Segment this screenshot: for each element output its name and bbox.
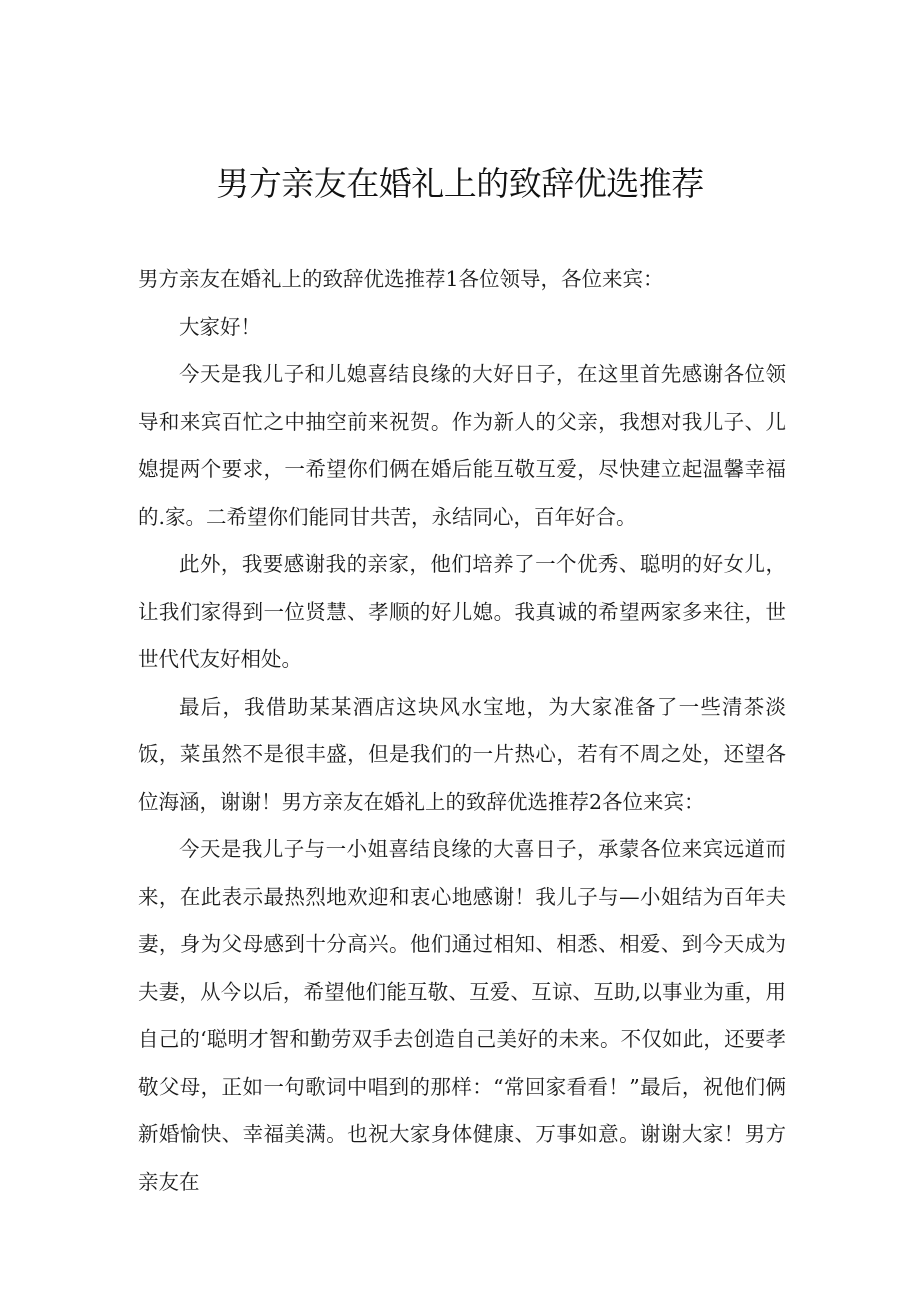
paragraph-speech-two: 今天是我儿子与一小姐喜结良缘的大喜日子，承蒙各位来宾远道而来，在此表示最热烈地欢迎和衷心地感谢！我儿子与—小姐结为百年夫妻，身为父母感到十分高兴。他们通过相知、相悉、相爱、到今天成为夫妻，从今以后，希望他们能互敬、互爱、互谅、互助,以事业为重，用自己的‘聪明才智和勤劳双手去创造自己美好的未来。不仅如此，还要孝敬父母，正如一句歌词中唱到的那样：“常回家看看！”最后，祝他们俩新婚愉快、幸福美满。也祝大家身体健康、万事如意。谢谢大家！男方亲友在: [138, 837, 786, 1194]
document-body: [138, 256, 786, 1206]
paragraph-in-laws: 此外，我要感谢我的亲家，他们培养了一个优秀、聪明的好女儿，让我们家得到一位贤慧、孝顺的好儿媳。我真诚的希望两家多来往，世世代代友好相处。: [138, 552, 786, 671]
paragraph-thanks: 今天是我儿子和儿媳喜结良缘的大好日子，在这里首先感谢各位领导和来宾百忙之中抽空前来祝贺。作为新人的父亲，我想对我儿子、儿媳提两个要求，一希望你们俩在婚后能互敬互爱，尽快建立起温馨幸福的.家。二希望你们能同甘共苦，永结同心，百年好合。: [138, 362, 786, 529]
document-title: 男方亲友在婚礼上的致辞优选推荐: [216, 164, 704, 203]
paragraph-opening: 男方亲友在婚礼上的致辞优选推荐1各位领导，各位来宾：: [138, 267, 664, 291]
paragraph-closing: 最后，我借助某某酒店这块风水宝地，为大家准备了一些清茶淡饭，菜虽然不是很丰盛，但是我们的一片热心，若有不周之处，还望各位海涵，谢谢！男方亲友在婚礼上的致辞优选推荐2各位来宾：: [138, 694, 786, 814]
paragraph-greeting: 大家好！: [179, 314, 261, 339]
